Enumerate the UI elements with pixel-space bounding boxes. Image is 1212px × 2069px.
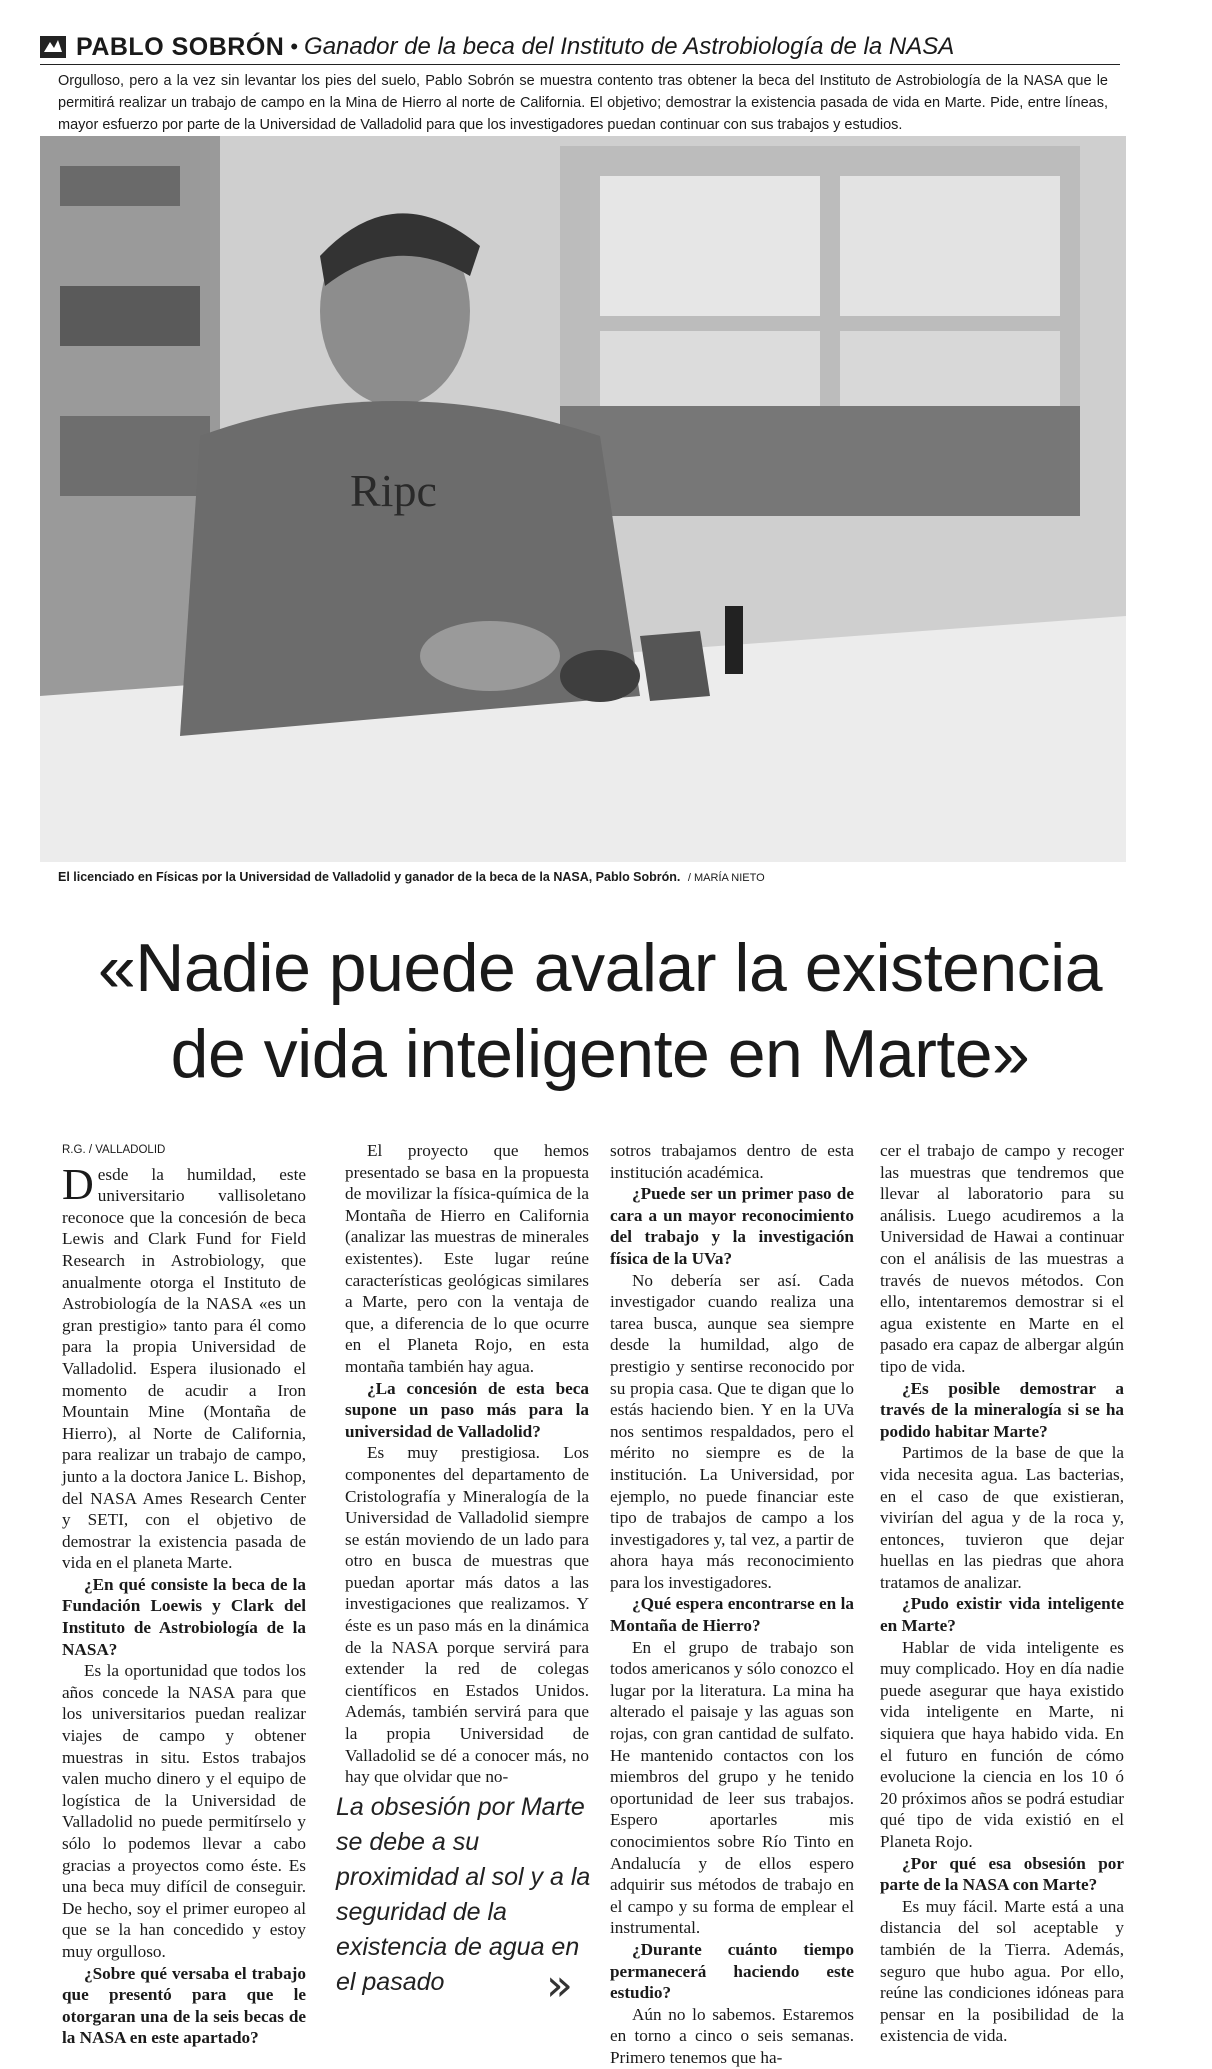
header-bullet: • — [290, 34, 299, 59]
pull-quote: La obsesión por Marte se debe a su proximidad al sol y a la seguridad de la existencia de agua en el pasado — [336, 1793, 591, 1996]
column-2 — [345, 1140, 589, 1788]
answer-4: No debería ser así. Cada investigador cuando realiza una tarea busca, aunque sea siempre desde la humildad, algo de prestigio y sentirse reconocido por su propia casa. Que te digan que lo estás haciendo bien. Y en la UVa nos sentimos respaldados, pero el mérito no siempre es de la institución. La Universidad, por ejemplo, no puede financiar este tipo de trabajos de campo a los investigadores y, tal vez, a partir de ahora haya más reconocimiento para los investigadores. — [610, 1270, 854, 1592]
intro-text: esde la humildad, este universitario vallisoletano reconoce que la concesión de beca Lewis and Clark Fund for Field Research in Astrobiology, que anualmente otorga el Instituto de Astrobiología de la NASA «es un gran prestigio» tanto para él como para la propia Universidad de Valladolid. Espera ilusionado el momento de acudir a Iron Mountain Mine (Montaña de Hierro), al Norte de California, para realizar un trabajo de campo, junto a la doctora Janice L. Bishop, del NASA Ames Research Center y SETI, con el objetivo de demostrar la existencia pasada de vida en el planeta Marte. — [62, 1164, 306, 1573]
photo-caption — [58, 870, 765, 884]
question-1: ¿En qué consiste la beca de la Fundación Loewis y Clark del Instituto de Astrobiología de la NASA? — [62, 1574, 306, 1659]
column-4 — [880, 1140, 1124, 2047]
answer-8: Hablar de vida inteligente es muy complicado. Hoy en día nadie puede asegurar que haya existido vida inteligente en Marte, ni siquiera que haya habido vida. En el futuro en función de cómo evolucione la ciencia en los 10 ó 20 próximos años se podrá estudiar qué tipo de vida existió en el Planeta Rojo. — [880, 1637, 1124, 1851]
answer-6: Aún no lo sabemos. Estaremos en torno a cinco o seis semanas. Primero tenemos que ha- — [610, 2004, 854, 2067]
answer-5: En el grupo de trabajo son todos americanos y sólo conozco el lugar por la literatura. La mina ha alterado el paisaje y las aguas son rojas, con gran cantidad de sulfato. He mantenido contactos con los miembros del grupo y he tenido oportunidad de leer sus trabajos. Espero aportarles mis conocimientos sobre Río Tinto en Andalucía y de ellos espero adquirir sus métodos de trabajo en el campo y su forma de emplear el instrumental. — [610, 1637, 854, 1938]
question-8: ¿Pudo existir vida inteligente en Marte? — [880, 1594, 1124, 1636]
lead-paragraph — [58, 70, 1108, 136]
pull-quote-arrow-icon: » — [546, 1960, 573, 2011]
question-4: ¿Puede ser un primer paso de cara a un mayor reconocimiento del trabajo y la investigación física de la UVa? — [610, 1184, 854, 1268]
answer-2: El proyecto que hemos presentado se basa en la propuesta de movilizar la física-química de la Montaña de Hierro en California (analizar las muestras de minerales existentes). Este lugar reúne características geológicas similares a Marte, pero con la ventaja de que, a diferencia de lo que ocurre en el Planeta Rojo, en esta montaña también hay agua. — [345, 1141, 589, 1376]
answer-1: Es la oportunidad que todos los años concede la NASA para que los universitarios puedan realizar viajes de campo y obtener muestras in situ. Estos trabajos valen mucho dinero y el equipo de logística de la Universidad de Valladolid no puede permitírselo y sólo lo podemos llevar a cabo gracias a proyectos como éste. Es una beca muy difícil de conseguir. De hecho, soy el primer europeo al que se la han concedido y estoy muy orgulloso. — [62, 1661, 306, 1961]
byline: R.G. / VALLADOLID — [62, 1144, 166, 1156]
intro-paragraph — [62, 1159, 306, 1574]
answer-3-continued: sotros trabajamos dentro de esta institución académica. — [610, 1141, 854, 1182]
headline — [60, 925, 1140, 1097]
section-logo-icon — [40, 36, 66, 58]
photo-credit: / MARÍA NIETO — [687, 872, 765, 884]
question-9: ¿Por qué esa obsesión por parte de la NASA con Marte? — [880, 1853, 1124, 1895]
article-photo — [40, 136, 1126, 862]
section-header — [40, 30, 1120, 65]
header-subtitle: Ganador de la beca del Instituto de Astrobiología de la NASA — [304, 33, 955, 60]
answer-3: Es muy prestigiosa. Los componentes del departamento de Cristolografía y Mineralogía de la Universidad de Valladolid siempre se están moviendo de un lado para otro en busca de muestras que puedan aportar más datos a las investigaciones que realizamos. Y éste es un paso más en la dinámica de la NASA porque servirá para extender la red de colegas científicos en Estados Unidos. Además, también servirá para que la propia Universidad de Valladolid se dé a conocer más, no hay que olvidar que no- — [345, 1443, 589, 1787]
answer-9: Es muy fácil. Marte está a una distancia del sol aceptable y también de la Tierra. Además, seguro que hubo agua. Por ello, reúne las condiciones idóneas para pensar en la posibilidad de la existencia de vida. — [880, 1896, 1124, 2046]
column-3 — [610, 1140, 854, 2069]
question-7: ¿Es posible demostrar a través de la mineralogía si se ha podido habitar Marte? — [880, 1378, 1124, 1441]
lead-text: Orgulloso, pero a la vez sin levantar los pies del suelo, Pablo Sobrón se muestra contento tras obtener la beca del Instituto de Astrobiología de la NASA que le permitirá realizar un trabajo de campo en la Mina de Hierro al norte de California. El objetivo; demostrar la existencia pasada de vida en Marte. Pide, entre líneas, mayor esfuerzo por parte de la Universidad de Valladolid para que los investigadores puedan continuar con sus trabajos y estudios. — [58, 73, 1108, 133]
shirt-print: Ripc — [350, 465, 437, 516]
caption-text: El licenciado en Físicas por la Universidad de Valladolid y ganador de la beca de la NASA, Pablo Sobrón. — [58, 870, 681, 884]
drop-cap: D — [62, 1159, 94, 1209]
answer-6-continued: cer el trabajo de campo y recoger las muestras que tendremos que llevar al laboratorio para su análisis. Luego acudiremos a la Universidad de Hawai a continuar con el análisis de las muestras a través de nuevos métodos. Con ello, intentaremos demostrar si el agua existente en Marte en el pasado era capaz de albergar algún tipo de vida. — [880, 1141, 1124, 1376]
question-2: ¿Sobre qué versaba el trabajo que presentó para que le otorgaran una de la seis becas de la NASA en este apartado? — [62, 1963, 306, 2048]
interviewee-name: PABLO SOBRÓN — [76, 32, 285, 61]
question-6: ¿Durante cuánto tiempo permanecerá haciendo este estudio? — [610, 1939, 854, 2003]
headline-line-2: de vida inteligente en Marte» — [170, 1016, 1030, 1092]
question-3: ¿La concesión de esta beca supone un paso más para la universidad de Valladolid? — [345, 1378, 589, 1441]
column-1 — [62, 1140, 306, 2049]
question-5: ¿Qué espera encontrarse en la Montaña de Hierro? — [610, 1594, 854, 1636]
headline-line-1: «Nadie puede avalar la existencia — [97, 930, 1103, 1006]
answer-7: Partimos de la base de que la vida necesita agua. Las bacterias, en el caso de que existieran, vivirían del agua y de la roca y, entonces, tuvieron que dejar huellas en las piedras que ahora tratamos de analizar. — [880, 1443, 1124, 1592]
